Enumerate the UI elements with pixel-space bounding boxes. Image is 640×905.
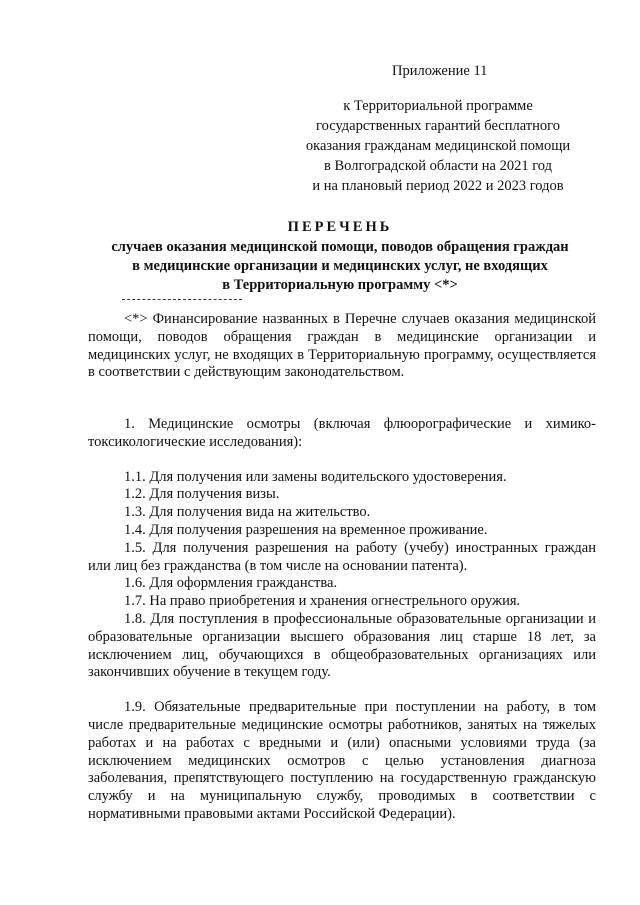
reference-line: к Территориальной программе	[343, 98, 533, 114]
document-title	[90, 218, 590, 295]
footnote-separator	[122, 299, 242, 300]
title-line: случаев оказания медицинской помощи, поводов обращения граждан	[111, 239, 569, 255]
appendix-reference	[300, 96, 576, 196]
reference-line: в Волгоградской области на 2021 год	[324, 158, 552, 174]
title-line: в медицинские организации и медицинских услуг, не входящих	[132, 258, 548, 274]
footnote-text: <*> Финансирование названных в Перечне случаев оказания медицинской помощи, поводов обращения граждан в медицинские организации и медицинских услуг, не входящих в Территориальную программу, осуществляется в соответствии с действующим законодательством.	[88, 311, 596, 381]
list-item: 1.1. Для получения или замены водительского удостоверения.	[124, 468, 507, 485]
reference-line: и на плановый период 2022 и 2023 годов	[312, 178, 564, 194]
reference-line: государственных гарантий бесплатного	[316, 118, 560, 134]
list-item: 1.4. Для получения разрешения на временное проживание.	[124, 521, 488, 538]
footnote	[88, 311, 596, 382]
list-item: 1.6. Для оформления гражданства.	[124, 575, 338, 592]
list-item: 1.5. Для получения разрешения на работу (учебу) иностранных граждан или лиц без гражданства (в том числе на основании патента).	[88, 539, 596, 574]
list-item: 1.2. Для получения визы.	[124, 486, 280, 503]
list-item: 1.8. Для поступления в профессиональные образовательные организации и образовательные организации высшего образования лиц старше 18 лет, за исключением лиц, обучающихся в общеобразовательных организациях или закончивших обучение в текущем году.	[88, 610, 596, 681]
item-list	[88, 416, 596, 824]
appendix-label: Приложение 11	[392, 63, 488, 79]
reference-line: оказания гражданам медицинской помощи	[305, 138, 571, 154]
list-item: 1. Медицинские осмотры (включая флюорографические и химико-токсикологические исследования):	[88, 416, 596, 450]
list-item: 1.3. Для получения вида на жительство.	[124, 504, 371, 521]
title-line: в Территориальную программу <*>	[222, 277, 458, 293]
list-item: 1.9. Обязательные предварительные при поступлении на работу, в том числе предварительные медицинские осмотры работников, занятых на тяжелых работах и на работах с вредными и (или) опасными условиями труда (за исключением медицинских осмотров с целью установления диагноза заболевания, препятствующего поступлению на государственную гражданскую службу и на муниципальную службу, проводимых в соответствии с нормативными правовыми актами Российской Федерации).	[88, 699, 596, 822]
list-item: 1.7. На право приобретения и хранения огнестрельного оружия.	[124, 593, 521, 610]
title-heading: ПЕРЕЧЕНЬ	[287, 219, 393, 235]
